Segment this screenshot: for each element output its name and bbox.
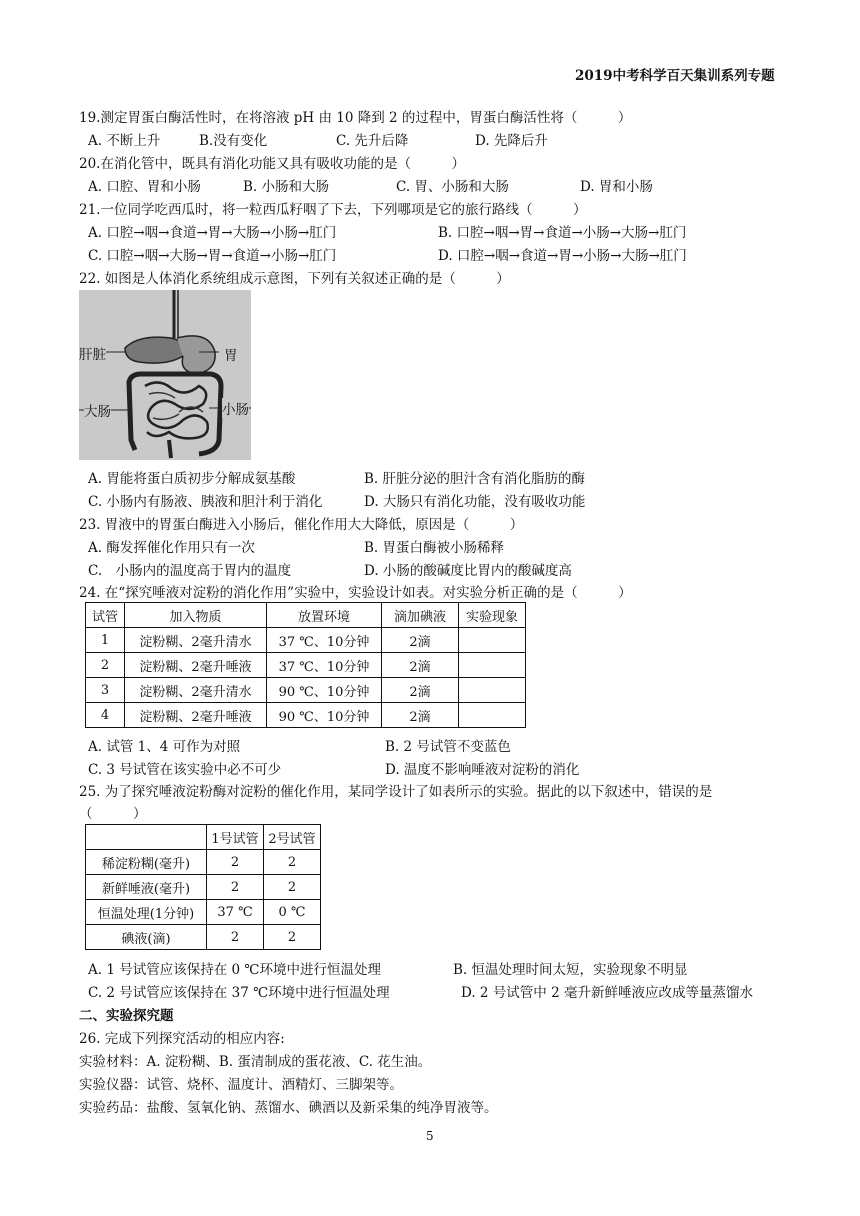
table-header-cell: 放置环境 xyxy=(267,603,382,628)
table-cell: 碘液(滴) xyxy=(86,925,207,950)
q25-option-a: A. 1 号试管应该保持在 0 ℃环境中进行恒温处理 xyxy=(88,962,381,978)
q23-stem: 23. 胃液中的胃蛋白酶进入小肠后，催化作用大大降低，原因是（ ） xyxy=(79,517,524,533)
table-cell: 稀淀粉糊(毫升) xyxy=(86,850,207,875)
q23-option-c: C. 小肠内的温度高于胃内的温度 xyxy=(88,563,292,579)
table-header-cell: 加入物质 xyxy=(125,603,267,628)
table-cell: 2滴 xyxy=(382,703,459,728)
table-cell: 2 xyxy=(264,850,321,875)
q20-option-d: D. 胃和小肠 xyxy=(580,179,653,195)
table-cell: 淀粉糊、2毫升清水 xyxy=(125,628,267,653)
q26-stem: 26. 完成下列探究活动的相应内容: xyxy=(79,1031,285,1047)
table-cell: 新鲜唾液(毫升) xyxy=(86,875,207,900)
table-cell: 0 ℃ xyxy=(264,900,321,925)
table-row xyxy=(86,703,526,728)
q22-stem: 22. 如图是人体消化系统组成示意图，下列有关叙述正确的是（ ） xyxy=(79,271,510,287)
table-cell xyxy=(459,653,526,678)
q22-option-b: B. 肝脏分泌的胆汁含有消化脂肪的酶 xyxy=(364,471,586,487)
q19-stem: 19.测定胃蛋白酶活性时，在将溶液 pH 由 10 降到 2 的过程中，胃蛋白酶活性将（ ） xyxy=(79,110,632,126)
q21-option-c: C. 口腔→咽→大肠→胃→食道→小肠→肛门 xyxy=(88,248,337,264)
table-header-cell xyxy=(86,825,207,850)
q25-stem-blank: （ ） xyxy=(79,806,147,822)
q25-table xyxy=(85,824,321,950)
q19-option-d: D. 先降后升 xyxy=(475,133,548,149)
table-row xyxy=(86,850,321,875)
table-cell: 2滴 xyxy=(382,678,459,703)
q24-table xyxy=(85,602,526,728)
table-cell: 淀粉糊、2毫升清水 xyxy=(125,678,267,703)
table-row xyxy=(86,653,526,678)
table-header-cell: 试管 xyxy=(86,603,125,628)
table-row xyxy=(86,628,526,653)
table-cell: 90 ℃、10分钟 xyxy=(267,703,382,728)
q21-option-d: D. 口腔→咽→食道→胃→小肠→大肠→肛门 xyxy=(438,248,687,264)
q26-reagents: 实验药品：盐酸、氢氧化钠、蒸馏水、碘酒以及新采集的纯净胃液等。 xyxy=(79,1100,498,1116)
table-cell: 2 xyxy=(86,653,125,678)
q20-option-c: C. 胃、小肠和大肠 xyxy=(396,179,509,195)
q19-option-a: A. 不断上升 xyxy=(88,133,161,149)
q24-option-d: D. 温度不影响唾液对淀粉的消化 xyxy=(385,762,580,778)
label-stomach: 胃 xyxy=(224,344,238,364)
label-large-intestine: 大肠 xyxy=(84,400,111,420)
q25-stem: 25. 为了探究唾液淀粉酶对淀粉的催化作用，某同学设计了如表所示的实验。据此的以下叙述中，错误的是 xyxy=(79,784,713,800)
table-cell: 37 ℃、10分钟 xyxy=(267,628,382,653)
table-cell: 2滴 xyxy=(382,628,459,653)
section-heading: 二、实验探究题 xyxy=(79,1008,174,1024)
q23-option-a: A. 酶发挥催化作用只有一次 xyxy=(88,540,255,556)
q24-option-a: A. 试管 1、4 可作为对照 xyxy=(88,739,241,755)
q25-option-d: D. 2 号试管中 2 毫升新鲜唾液应改成等量蒸馏水 xyxy=(461,985,753,1001)
q24-stem: 24. 在“探究唾液对淀粉的消化作用”实验中，实验设计如表。对实验分析正确的是（ ） xyxy=(79,585,632,601)
q19-option-b: B.没有变化 xyxy=(199,133,268,149)
label-small-intestine: 小肠 xyxy=(222,398,249,418)
q21-option-b: B. 口腔→咽→胃→食道→小肠→大肠→肛门 xyxy=(438,225,687,241)
page-number: 5 xyxy=(426,1129,434,1143)
table-cell: 4 xyxy=(86,703,125,728)
table-cell: 2 xyxy=(207,925,264,950)
table-header-cell: 滴加碘液 xyxy=(382,603,459,628)
q22-option-c: C. 小肠内有肠液、胰液和胆汁利于消化 xyxy=(88,494,323,510)
table-cell xyxy=(459,703,526,728)
table-cell: 淀粉糊、2毫升唾液 xyxy=(125,653,267,678)
q20-option-a: A. 口腔、胃和小肠 xyxy=(88,179,201,195)
table-row xyxy=(86,900,321,925)
q23-option-d: D. 小肠的酸碱度比胃内的酸碱度高 xyxy=(364,563,572,579)
q22-option-d: D. 大肠只有消化功能，没有吸收功能 xyxy=(364,494,586,510)
digestive-system-figure xyxy=(79,290,251,460)
q20-stem: 20.在消化管中，既具有消化功能又具有吸收功能的是（ ） xyxy=(79,156,465,172)
table-cell: 37 ℃、10分钟 xyxy=(267,653,382,678)
table-header-cell: 实验现象 xyxy=(459,603,526,628)
table-cell: 恒温处理(1分钟) xyxy=(86,900,207,925)
label-liver: 肝脏 xyxy=(79,343,106,363)
table-header-cell: 2号试管 xyxy=(264,825,321,850)
table-header-row xyxy=(86,603,526,628)
table-cell: 2 xyxy=(207,850,264,875)
q25-option-c: C. 2 号试管应该保持在 37 ℃环境中进行恒温处理 xyxy=(88,985,390,1001)
q24-option-c: C. 3 号试管在该实验中必不可少 xyxy=(88,762,282,778)
q20-option-b: B. 小肠和大肠 xyxy=(243,179,330,195)
q22-option-a: A. 胃能将蛋白质初步分解成氨基酸 xyxy=(88,471,296,487)
q26-instruments: 实验仪器：试管、烧杯、温度计、酒精灯、三脚架等。 xyxy=(79,1077,403,1093)
table-cell xyxy=(459,628,526,653)
table-row xyxy=(86,925,321,950)
q25-option-b: B. 恒温处理时间太短，实验现象不明显 xyxy=(453,962,688,978)
table-cell: 3 xyxy=(86,678,125,703)
table-cell: 1 xyxy=(86,628,125,653)
table-header-cell: 1号试管 xyxy=(207,825,264,850)
table-cell: 2 xyxy=(264,875,321,900)
q24-option-b: B. 2 号试管不变蓝色 xyxy=(385,739,511,755)
q21-option-a: A. 口腔→咽→食道→胃→大肠→小肠→肛门 xyxy=(88,225,337,241)
q23-option-b: B. 胃蛋白酶被小肠稀释 xyxy=(364,540,505,556)
table-cell: 2滴 xyxy=(382,653,459,678)
table-cell: 90 ℃、10分钟 xyxy=(267,678,382,703)
q19-option-c: C. 先升后降 xyxy=(336,133,409,149)
table-cell: 2 xyxy=(264,925,321,950)
table-cell: 淀粉糊、2毫升唾液 xyxy=(125,703,267,728)
table-header-row xyxy=(86,825,321,850)
table-cell xyxy=(459,678,526,703)
table-row xyxy=(86,875,321,900)
table-cell: 2 xyxy=(207,875,264,900)
table-row xyxy=(86,678,526,703)
digestive-system-diagram xyxy=(79,290,251,460)
q21-stem: 21.一位同学吃西瓜时，将一粒西瓜籽咽了下去，下列哪项是它的旅行路线（ ） xyxy=(79,202,587,218)
page-header: 2019中考科学百天集训系列专题 xyxy=(575,68,775,84)
table-cell: 37 ℃ xyxy=(207,900,264,925)
q26-materials: 实验材料：A. 淀粉糊、B. 蛋清制成的蛋花液、C. 花生油。 xyxy=(79,1054,432,1070)
